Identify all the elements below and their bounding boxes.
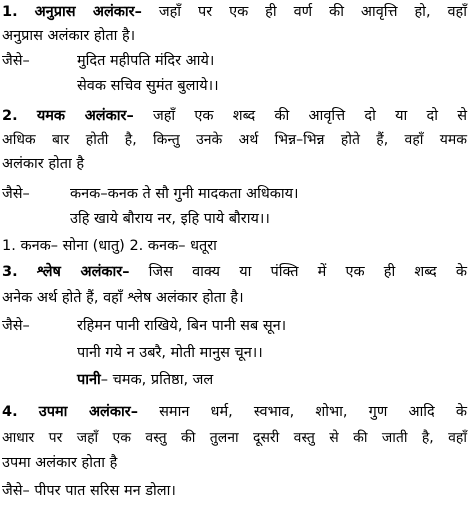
shlesh-example-label: जैसे–	[2, 318, 30, 334]
anupras-heading-number: 1.	[2, 4, 18, 20]
anupras-example-line-2	[2, 76, 467, 98]
shlesh-example-2: पानी गये न उबरै, मोती मानुस चून।।	[77, 345, 263, 361]
shlesh-paani-wrap	[77, 370, 213, 390]
upama-heading-line	[2, 402, 467, 424]
yamak-example-label: जैसे–	[2, 186, 30, 202]
shlesh-paani-word: पानी	[77, 372, 101, 388]
upama-example-line	[2, 481, 467, 503]
shlesh-paani-meaning: – चमक, प्रतिष्ठा, जल	[100, 372, 214, 388]
shlesh-heading-line	[2, 262, 467, 284]
anupras-heading: अनुप्रास अलंकार–	[34, 4, 142, 20]
shlesh-heading-number: 3.	[2, 264, 18, 280]
upama-heading: उपमा अलंकार–	[38, 404, 138, 420]
upama-definition-part2: आधार पर जहाँ एक वस्तु की तुलना दूसरी वस्तु से की जाती है, वहाँ	[2, 430, 467, 446]
yamak-definition-part1: जहाँ एक शब्द की आवृत्ति दो या दो से	[152, 108, 467, 124]
yamak-heading: यमक अलंकार–	[36, 108, 134, 124]
upama-definition-part1: समान धर्म, स्वभाव, शोभा, गुण आदि के	[159, 404, 468, 420]
yamak-example-line-2	[2, 209, 467, 231]
anupras-example-2: सेवक सचिव सुमंत बुलाये।।	[77, 78, 219, 94]
anupras-example-line-1	[2, 51, 467, 73]
anupras-definition-part2: अनुप्रास अलंकार होता है।	[2, 28, 136, 44]
shlesh-definition-part2: अनेक अर्थ होते हैं, वहाँ श्लेष अलंकार होता है।	[2, 290, 244, 306]
upama-heading-number: 4.	[2, 404, 18, 420]
shlesh-example-line-1	[2, 316, 467, 338]
anupras-heading-line	[2, 2, 467, 24]
yamak-heading-line	[2, 106, 467, 128]
yamak-heading-number: 2.	[2, 108, 18, 124]
shlesh-paani-line	[2, 370, 467, 392]
upama-example-label: जैसे–	[2, 483, 30, 499]
anupras-example-1: मुदित महीपति मंदिर आये।	[77, 53, 215, 69]
upama-example-1: पीपर पात सरिस मन डोला।	[34, 483, 176, 499]
shlesh-example-line-2	[2, 343, 467, 365]
shlesh-example-1: रहिमन पानी राखिये, बिन पानी सब सून।	[77, 318, 287, 334]
yamak-definition-part2: अधिक बार होती है, किन्तु उनके अर्थ भिन्न–भिन्न होते हैं, वहाँ यमक	[2, 132, 467, 148]
yamak-example-2: उहि खाये बौराय नर, इहि पाये बौराय।।	[70, 211, 270, 227]
yamak-definition-part3: अलंकार होता है	[2, 156, 85, 172]
anupras-example-label: जैसे–	[2, 53, 30, 69]
yamak-example-1: कनक–कनक ते सौ गुनी मादकता अधिकाय।	[70, 186, 299, 202]
anupras-definition-part1: जहाँ पर एक ही वर्ण की आवृत्ति हो, वहाँ	[158, 4, 468, 20]
shlesh-definition-part1: जिस वाक्य या पंक्ति में एक ही शब्द के	[148, 264, 468, 280]
yamak-example-line-1	[2, 184, 467, 206]
shlesh-heading: श्लेष अलंकार–	[36, 264, 130, 280]
yamak-meaning: 1. कनक– सोना (धातु) 2. कनक– धतूरा	[2, 238, 217, 254]
upama-definition-part3: उपमा अलंकार होता है	[2, 455, 118, 471]
